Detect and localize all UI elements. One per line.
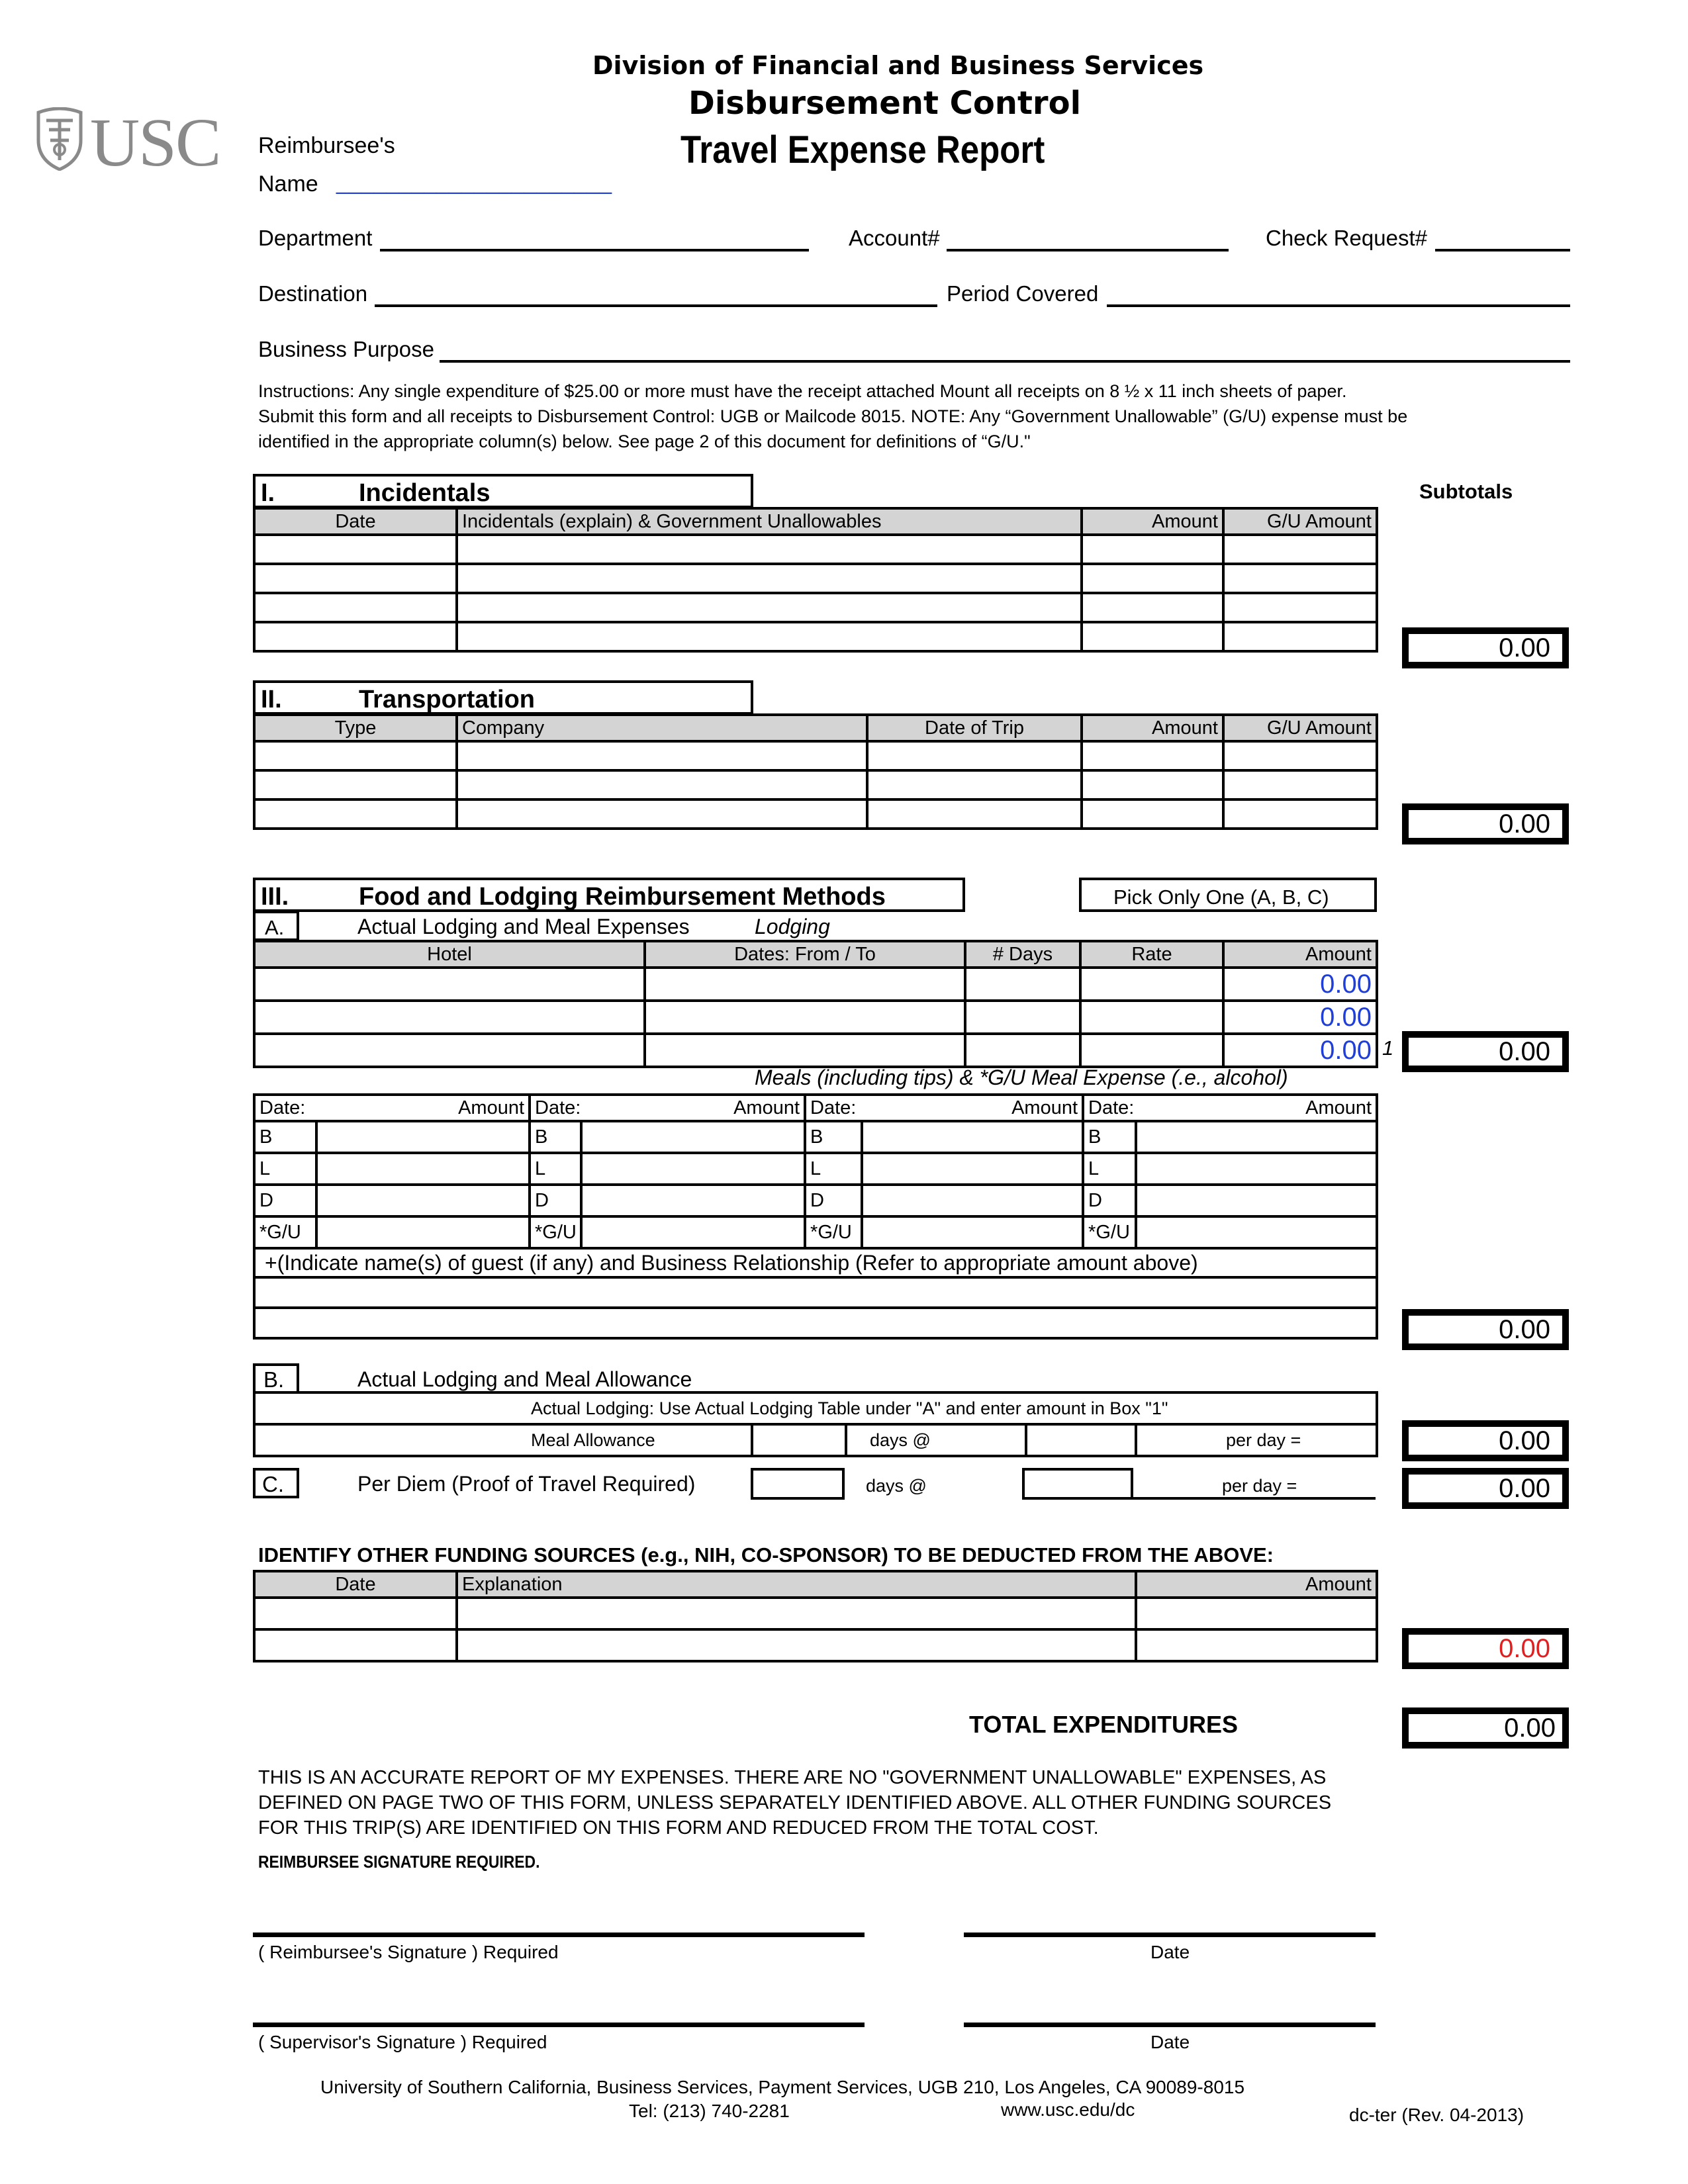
reimbursee-date-line[interactable] xyxy=(964,1933,1376,1937)
days-at-label: days @ xyxy=(846,1424,1026,1456)
col-date: Date xyxy=(254,508,457,535)
meal-amount-cell[interactable] xyxy=(862,1121,1083,1153)
incidentals-subtotal: 0.00 xyxy=(1402,627,1569,668)
supervisor-date-line[interactable] xyxy=(964,2023,1376,2027)
allowance-table xyxy=(253,1391,1378,1457)
certification-line-3: FOR THIS TRIP(S) ARE IDENTIFIED ON THIS FORM AND REDUCED FROM THE TOTAL COST. xyxy=(258,1817,1099,1839)
meal-amount-cell[interactable] xyxy=(316,1216,530,1248)
allowance-note-row xyxy=(254,1392,1377,1424)
cell[interactable] xyxy=(254,593,457,622)
name-label: Name xyxy=(258,171,318,197)
allowance-note-text: Actual Lodging: Use Actual Lodging Table under "A" and enter amount in Box "1" xyxy=(531,1398,1168,1418)
cell[interactable] xyxy=(1136,1629,1377,1661)
subtotals-heading: Subtotals xyxy=(1419,480,1513,503)
cell[interactable] xyxy=(645,1001,965,1034)
funding-table xyxy=(253,1570,1378,1662)
cell[interactable] xyxy=(645,1034,965,1067)
guest-note: +(Indicate name(s) of guest (if any) and Business Relationship (Refer to appropriate amount above) xyxy=(254,1248,1377,1277)
method-letter: A. xyxy=(265,916,285,939)
cell[interactable] xyxy=(1223,564,1377,593)
per-diem-days-input[interactable] xyxy=(751,1468,845,1500)
page-title: Travel Expense Report xyxy=(680,128,1045,171)
meal-amount-cell[interactable] xyxy=(862,1185,1083,1216)
meals-header-row xyxy=(254,1095,1377,1121)
meal-label: L xyxy=(805,1153,862,1185)
meal-label: L xyxy=(530,1153,581,1185)
cell[interactable] xyxy=(457,799,867,829)
date-label: Date: xyxy=(535,1097,581,1118)
meal-amount-cell[interactable] xyxy=(862,1216,1083,1248)
method-b-title: Actual Lodging and Meal Allowance xyxy=(357,1367,692,1391)
meals-title: Meals (including tips) & *G/U Meal Expense (.e., alcohol) xyxy=(755,1066,1288,1089)
meal-label: D xyxy=(805,1185,862,1216)
method-c-letter xyxy=(253,1468,299,1498)
col-gu-amount: G/U Amount xyxy=(1223,715,1377,741)
meal-label: *G/U xyxy=(805,1216,862,1248)
period-label: Period Covered xyxy=(947,281,1099,306)
cell[interactable] xyxy=(457,622,1082,651)
cell[interactable] xyxy=(1223,622,1377,651)
check-request-field[interactable] xyxy=(1435,229,1570,251)
section-incidentals-header xyxy=(253,474,753,508)
date-label: Date: xyxy=(1088,1097,1135,1118)
guest-note-row xyxy=(254,1248,1377,1277)
period-field[interactable] xyxy=(1107,285,1570,307)
usc-wordmark: USC xyxy=(90,105,220,181)
meal-allowance-text: Meal Allowance xyxy=(531,1430,655,1450)
meal-row-dinner[interactable] xyxy=(254,1185,1377,1216)
cell[interactable] xyxy=(457,741,867,770)
allowance-note xyxy=(254,1392,1377,1424)
method-letter: C. xyxy=(262,1472,284,1496)
footer-tel: Tel: (213) 740-2281 xyxy=(629,2101,790,2121)
cell[interactable] xyxy=(1082,564,1223,593)
guest-cell[interactable] xyxy=(254,1308,1377,1338)
col-rate: Rate xyxy=(1080,941,1223,968)
cell[interactable] xyxy=(1223,535,1377,564)
destination-field[interactable] xyxy=(375,285,937,307)
reimbursee-signature-label: ( Reimbursee's Signature ) Required xyxy=(258,1942,559,1962)
meal-label: B xyxy=(530,1121,581,1153)
meal-day-header xyxy=(805,1095,1083,1121)
meal-label: *G/U xyxy=(254,1216,316,1248)
business-purpose-label: Business Purpose xyxy=(258,337,434,361)
table-row[interactable] xyxy=(254,741,1377,770)
table-header-row xyxy=(254,715,1377,741)
meal-amount-cell[interactable] xyxy=(862,1153,1083,1185)
col-hotel: Hotel xyxy=(254,941,645,968)
table-row[interactable] xyxy=(254,535,1377,564)
incidentals-table xyxy=(253,507,1378,653)
cell[interactable] xyxy=(965,1034,1080,1067)
cell[interactable] xyxy=(254,968,645,1001)
cell[interactable] xyxy=(867,741,1082,770)
meal-amount-cell[interactable] xyxy=(316,1153,530,1185)
amount-label: Amount xyxy=(458,1097,525,1118)
meal-row-gu[interactable] xyxy=(254,1216,1377,1248)
cell[interactable] xyxy=(1223,741,1377,770)
section-food-lodging-header xyxy=(253,878,965,912)
meal-amount-cell[interactable] xyxy=(581,1153,805,1185)
cell[interactable] xyxy=(1082,741,1223,770)
cell[interactable] xyxy=(254,1598,457,1629)
method-letter: B. xyxy=(263,1367,285,1392)
table-row[interactable] xyxy=(254,593,1377,622)
signature-required-note: REIMBURSEE SIGNATURE REQUIRED. xyxy=(258,1852,540,1872)
days-at-label: days @ xyxy=(866,1476,927,1496)
instructions-line-1: Instructions: Any single expenditure of $25.00 or more must have the receipt attached Mount all receipts on 8 ½ x 11 inch sheets of paper. xyxy=(258,381,1347,401)
meal-label: L xyxy=(254,1153,316,1185)
cell[interactable] xyxy=(457,1598,1136,1629)
meal-amount-cell[interactable] xyxy=(316,1121,530,1153)
account-label: Account# xyxy=(849,226,940,250)
per-diem-rate-input[interactable] xyxy=(1022,1468,1133,1500)
cell[interactable] xyxy=(1080,968,1223,1001)
cell[interactable] xyxy=(254,741,457,770)
lodging-amount: 0.00 xyxy=(1223,1001,1377,1034)
col-amount: Amount xyxy=(1223,941,1377,968)
instructions-line-2: Submit this form and all receipts to Disbursement Control: UGB or Mailcode 8015. NOTE: Any “Government Unallowable” (G/U) expense must be xyxy=(258,406,1408,426)
cell[interactable] xyxy=(1080,1001,1223,1034)
instructions-line-3: identified in the appropriate column(s) below. See page 2 of this document for definitions of “G/U." xyxy=(258,432,1031,451)
col-incidentals: Incidentals (explain) & Government Unallowables xyxy=(457,508,1082,535)
cell[interactable] xyxy=(457,593,1082,622)
col-date-of-trip: Date of Trip xyxy=(867,715,1082,741)
meal-allowance-label xyxy=(254,1424,752,1456)
cell[interactable] xyxy=(867,770,1082,799)
table-row[interactable] xyxy=(254,770,1377,799)
table-header-row xyxy=(254,508,1377,535)
box-1-marker: 1 xyxy=(1382,1036,1394,1060)
funding-heading: IDENTIFY OTHER FUNDING SOURCES (e.g., NIH, CO-SPONSOR) TO BE DEDUCTED FROM THE ABOVE: xyxy=(258,1543,1274,1567)
table-row[interactable] xyxy=(254,1001,1377,1034)
meal-amount-cell[interactable] xyxy=(316,1185,530,1216)
section-number: II. xyxy=(261,686,282,713)
department-heading: Disbursement Control xyxy=(688,85,1082,122)
usc-logo xyxy=(33,105,225,181)
meal-amount-cell[interactable] xyxy=(1136,1121,1377,1153)
business-purpose-field[interactable] xyxy=(440,340,1570,363)
days-input[interactable] xyxy=(752,1424,846,1456)
lodging-subtitle: Lodging xyxy=(755,915,830,938)
guest-row[interactable] xyxy=(254,1308,1377,1338)
reimbursee-label: Reimbursee's xyxy=(258,133,395,158)
meal-label: B xyxy=(1083,1121,1136,1153)
cell[interactable] xyxy=(867,799,1082,829)
meal-day-header xyxy=(254,1095,530,1121)
per-day-label: per day = xyxy=(1222,1476,1297,1496)
cell[interactable] xyxy=(645,968,965,1001)
cell[interactable] xyxy=(254,799,457,829)
total-label: TOTAL EXPENDITURES xyxy=(969,1711,1239,1738)
transportation-table xyxy=(253,713,1378,830)
footer-revision: dc-ter (Rev. 04-2013) xyxy=(1349,2105,1524,2125)
funding-subtotal: 0.00 xyxy=(1402,1628,1569,1669)
department-label: Department xyxy=(258,226,373,250)
per-diem-subtotal: 0.00 xyxy=(1402,1468,1569,1509)
cell[interactable] xyxy=(254,1629,457,1661)
lodging-amount: 0.00 xyxy=(1223,968,1377,1001)
amount-label: Amount xyxy=(733,1097,800,1118)
section-number: III. xyxy=(261,883,289,911)
col-amount: Amount xyxy=(1136,1571,1377,1598)
cell[interactable] xyxy=(457,1629,1136,1661)
meal-day-header xyxy=(530,1095,805,1121)
table-row[interactable] xyxy=(254,968,1377,1001)
cell[interactable] xyxy=(1082,622,1223,651)
total-expenditures: 0.00 xyxy=(1402,1707,1569,1749)
meal-row-breakfast[interactable] xyxy=(254,1121,1377,1153)
meal-amount-cell[interactable] xyxy=(1136,1185,1377,1216)
method-a-letter xyxy=(253,911,299,941)
col-amount: Amount xyxy=(1082,715,1223,741)
cell[interactable] xyxy=(1223,593,1377,622)
lodging-subtotal: 0.00 xyxy=(1402,1031,1569,1072)
meal-amount-cell[interactable] xyxy=(1136,1153,1377,1185)
amount-label: Amount xyxy=(1305,1097,1372,1118)
col-amount: Amount xyxy=(1082,508,1223,535)
method-c-title: Per Diem (Proof of Travel Required) xyxy=(357,1472,696,1496)
certification-line-2: DEFINED ON PAGE TWO OF THIS FORM, UNLESS SEPARATELY IDENTIFIED ABOVE. ALL OTHER FUNDING SOURCES xyxy=(258,1792,1332,1813)
date-label: Date: xyxy=(810,1097,857,1118)
meal-label: L xyxy=(1083,1153,1136,1185)
col-type: Type xyxy=(254,715,457,741)
cell[interactable] xyxy=(1082,799,1223,829)
cell[interactable] xyxy=(965,1001,1080,1034)
meals-table xyxy=(253,1093,1378,1340)
table-row[interactable] xyxy=(254,622,1377,651)
usc-seal-icon xyxy=(33,107,86,171)
rate-input[interactable] xyxy=(1026,1424,1136,1456)
table-row[interactable] xyxy=(254,799,1377,829)
col-dates: Dates: From / To xyxy=(645,941,965,968)
col-explanation: Explanation xyxy=(457,1571,1136,1598)
meal-amount-cell[interactable] xyxy=(581,1185,805,1216)
meal-amount-cell[interactable] xyxy=(581,1121,805,1153)
footer-address: University of Southern California, Business Services, Payment Services, UGB 210, Los Angeles, CA 90089-8015 xyxy=(320,2077,1245,2097)
supervisor-signature-label: ( Supervisor's Signature ) Required xyxy=(258,2032,547,2052)
cell[interactable] xyxy=(965,968,1080,1001)
guest-cell[interactable] xyxy=(254,1277,1377,1308)
cell[interactable] xyxy=(1223,799,1377,829)
meal-label: *G/U xyxy=(530,1216,581,1248)
per-day-label: per day = xyxy=(1136,1424,1377,1456)
table-row[interactable] xyxy=(254,564,1377,593)
lodging-table xyxy=(253,940,1378,1068)
meal-label: D xyxy=(254,1185,316,1216)
meal-label: D xyxy=(1083,1185,1136,1216)
meal-label: *G/U xyxy=(1083,1216,1136,1248)
cell[interactable] xyxy=(254,770,457,799)
cell[interactable] xyxy=(1082,593,1223,622)
lodging-amount: 0.00 xyxy=(1223,1034,1377,1067)
meal-label: B xyxy=(805,1121,862,1153)
per-diem-underline xyxy=(1133,1497,1376,1500)
supervisor-signature-line[interactable] xyxy=(253,2023,865,2027)
section-transportation-header xyxy=(253,680,753,715)
footer-website[interactable]: www.usc.edu/dc xyxy=(1001,2099,1135,2120)
meal-label: B xyxy=(254,1121,316,1153)
col-date: Date xyxy=(254,1571,457,1598)
cell[interactable] xyxy=(254,564,457,593)
cell[interactable] xyxy=(457,770,867,799)
pick-one-label: Pick Only One (A, B, C) xyxy=(1113,886,1329,909)
col-days: # Days xyxy=(965,941,1080,968)
method-b-letter xyxy=(253,1363,299,1394)
allowance-subtotal: 0.00 xyxy=(1402,1420,1569,1461)
check-request-label: Check Request# xyxy=(1266,226,1427,250)
guest-row[interactable] xyxy=(254,1277,1377,1308)
table-header-row xyxy=(254,941,1377,968)
cell[interactable] xyxy=(254,1001,645,1034)
cell[interactable] xyxy=(1080,1034,1223,1067)
section-title: Transportation xyxy=(359,686,536,713)
meals-subtotal: 0.00 xyxy=(1402,1309,1569,1350)
cell[interactable] xyxy=(254,535,457,564)
reimbursee-signature-line[interactable] xyxy=(253,1933,865,1937)
date-label: Date: xyxy=(259,1097,306,1118)
destination-label: Destination xyxy=(258,281,368,306)
account-field[interactable] xyxy=(947,229,1229,251)
amount-label: Amount xyxy=(1011,1097,1078,1118)
meal-row-lunch[interactable] xyxy=(254,1153,1377,1185)
certification-line-1: THIS IS AN ACCURATE REPORT OF MY EXPENSES. THERE ARE NO "GOVERNMENT UNALLOWABLE" EXPENSES, AS xyxy=(258,1767,1327,1788)
cell[interactable] xyxy=(1082,770,1223,799)
transportation-subtotal: 0.00 xyxy=(1402,803,1569,844)
section-title: Food and Lodging Reimbursement Methods xyxy=(359,883,886,911)
supervisor-date-label: Date xyxy=(1150,2032,1190,2052)
table-row[interactable] xyxy=(254,1629,1377,1661)
cell[interactable] xyxy=(1136,1598,1377,1629)
meal-label: D xyxy=(530,1185,581,1216)
table-row[interactable] xyxy=(254,1034,1377,1067)
pick-one-box xyxy=(1079,878,1377,912)
meal-amount-cell[interactable] xyxy=(581,1216,805,1248)
cell[interactable] xyxy=(1223,770,1377,799)
section-number: I. xyxy=(261,479,275,507)
department-field[interactable] xyxy=(380,229,809,251)
cell[interactable] xyxy=(457,535,1082,564)
col-gu-amount: G/U Amount xyxy=(1223,508,1377,535)
method-a-title: Actual Lodging and Meal Expenses xyxy=(357,915,690,938)
table-header-row xyxy=(254,1571,1377,1598)
cell[interactable] xyxy=(254,622,457,651)
section-title: Incidentals xyxy=(359,479,491,507)
division-heading: Division of Financial and Business Services xyxy=(592,51,1204,80)
table-row[interactable] xyxy=(254,1598,1377,1629)
reimbursee-date-label: Date xyxy=(1150,1942,1190,1962)
name-field[interactable]: ______________________ xyxy=(336,169,612,195)
meal-amount-cell[interactable] xyxy=(1136,1216,1377,1248)
cell[interactable] xyxy=(254,1034,645,1067)
cell[interactable] xyxy=(1082,535,1223,564)
col-company: Company xyxy=(457,715,867,741)
meal-allowance-row[interactable] xyxy=(254,1424,1377,1456)
cell[interactable] xyxy=(457,564,1082,593)
meal-day-header xyxy=(1083,1095,1377,1121)
